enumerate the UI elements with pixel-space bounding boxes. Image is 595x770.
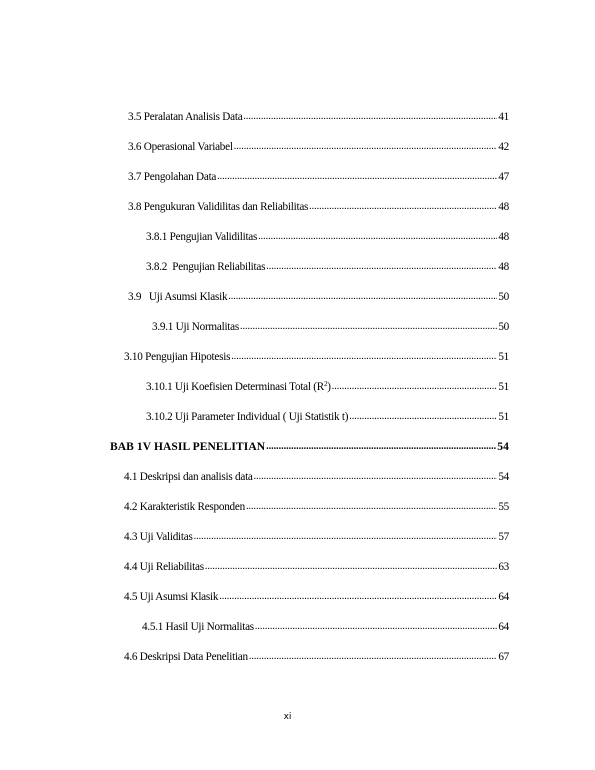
toc-entry-title: 4.6 Deskripsi Data Penelitian [124, 651, 248, 663]
toc-entry-3-8-2 [146, 258, 509, 274]
toc-entry-4-5 [124, 588, 509, 604]
toc-entry-4-5-1 [142, 618, 509, 634]
toc-entry-3-10 [124, 348, 509, 364]
toc-entry-page: 51 [498, 381, 509, 393]
toc-entry-page: 50 [498, 321, 509, 333]
dot-leader [266, 260, 497, 274]
toc-entry-title: 3.10.2 Uji Parameter Individual ( Uji Statistik t) [146, 411, 349, 423]
toc-entry-title: 3.5 Peralatan Analisis Data [128, 111, 243, 123]
dot-leader [254, 470, 498, 484]
dot-leader [240, 320, 497, 334]
dot-leader [332, 380, 498, 394]
toc-entry-3-8-1 [146, 228, 509, 244]
toc-entry-4-6 [124, 648, 509, 664]
toc-entry-3-10-1 [146, 378, 509, 394]
toc-entry-4-4 [124, 558, 509, 574]
toc-entry-page: 67 [498, 651, 509, 663]
toc-entry-3-8 [128, 198, 509, 214]
dot-leader [246, 500, 497, 514]
toc-entry-3-9-1 [152, 318, 509, 334]
toc-entry-page: 54 [498, 471, 509, 483]
toc-entry-page: 48 [498, 201, 509, 213]
toc-entry-page: 64 [498, 591, 509, 603]
toc-entry-title: 3.8.1 Pengujian Validilitas [146, 231, 258, 243]
toc-entry-page: 54 [497, 441, 509, 453]
toc-entry-page: 64 [498, 621, 509, 633]
toc-entry-page: 51 [498, 411, 509, 423]
dot-leader [349, 410, 497, 424]
toc-entry-3-5 [128, 108, 509, 124]
dot-leader [266, 440, 496, 454]
toc-entry-title: 3.10 Pengujian Hipotesis [124, 351, 231, 363]
dot-leader [231, 350, 497, 364]
dot-leader [309, 200, 497, 214]
toc-entry-3-7 [128, 168, 509, 184]
toc-entry-title: 4.5.1 Hasil Uji Normalitas [142, 621, 254, 633]
toc-entry-page: 63 [498, 561, 509, 573]
dot-leader [234, 140, 498, 154]
toc-entry-title: 3.8 Pengukuran Validilitas dan Reliabilitas [128, 201, 309, 213]
toc-entry-3-9 [128, 288, 509, 304]
toc-entry-title: BAB 1V HASIL PENELITIAN [110, 441, 266, 453]
dot-leader [255, 620, 497, 634]
toc-entry-page: 41 [498, 111, 509, 123]
dot-leader [243, 110, 497, 124]
toc-entry-title: 3.9 Uji Asumsi Klasik [128, 291, 228, 303]
dot-leader [228, 290, 497, 304]
dot-leader [205, 560, 497, 574]
toc-entry-title: 3.9.1 Uji Normalitas [152, 321, 239, 333]
toc-entry-title: 4.2 Karakteristik Responden [124, 501, 245, 513]
toc-entry-page: 51 [498, 351, 509, 363]
toc-entry-title: 4.3 Uji Validitas [124, 531, 193, 543]
toc-entry-page: 47 [498, 171, 509, 183]
dot-leader [219, 590, 497, 604]
toc-entry-3-10-2 [146, 408, 509, 424]
toc-entry-page: 48 [498, 261, 509, 273]
page-number: xi [283, 712, 292, 722]
toc-entry-page: 57 [498, 531, 509, 543]
toc-entry-page: 42 [498, 141, 509, 153]
toc-entry-title: 3.10.1 Uji Koefisien Determinasi Total $(R^2)$ [146, 380, 331, 393]
dot-leader [217, 170, 497, 184]
toc-entry-page: 55 [498, 501, 509, 513]
toc-entry-page: 48 [498, 231, 509, 243]
toc-entry-4-3 [124, 528, 509, 544]
dot-leader [194, 530, 498, 544]
dot-leader [258, 230, 497, 244]
toc-entry-page: 50 [498, 291, 509, 303]
toc-entry-4-2 [124, 498, 509, 514]
toc-entry-4-1 [124, 468, 509, 484]
toc-entry-title: 3.8.2 Pengujian Reliabilitas [146, 261, 266, 273]
toc-entry-title: 4.5 Uji Asumsi Klasik [124, 591, 219, 603]
toc-entry-title: 4.4 Uji Reliabilitas [124, 561, 204, 573]
dot-leader [249, 650, 497, 664]
toc-entry-bab-4 [110, 438, 509, 454]
toc-entry-3-6 [128, 138, 509, 154]
toc-entry-title: 3.6 Operasional Variabel [128, 141, 233, 153]
toc-entry-title: 4.1 Deskripsi dan analisis data [124, 471, 253, 483]
toc-entry-title: 3.7 Pengolahan Data [128, 171, 217, 183]
